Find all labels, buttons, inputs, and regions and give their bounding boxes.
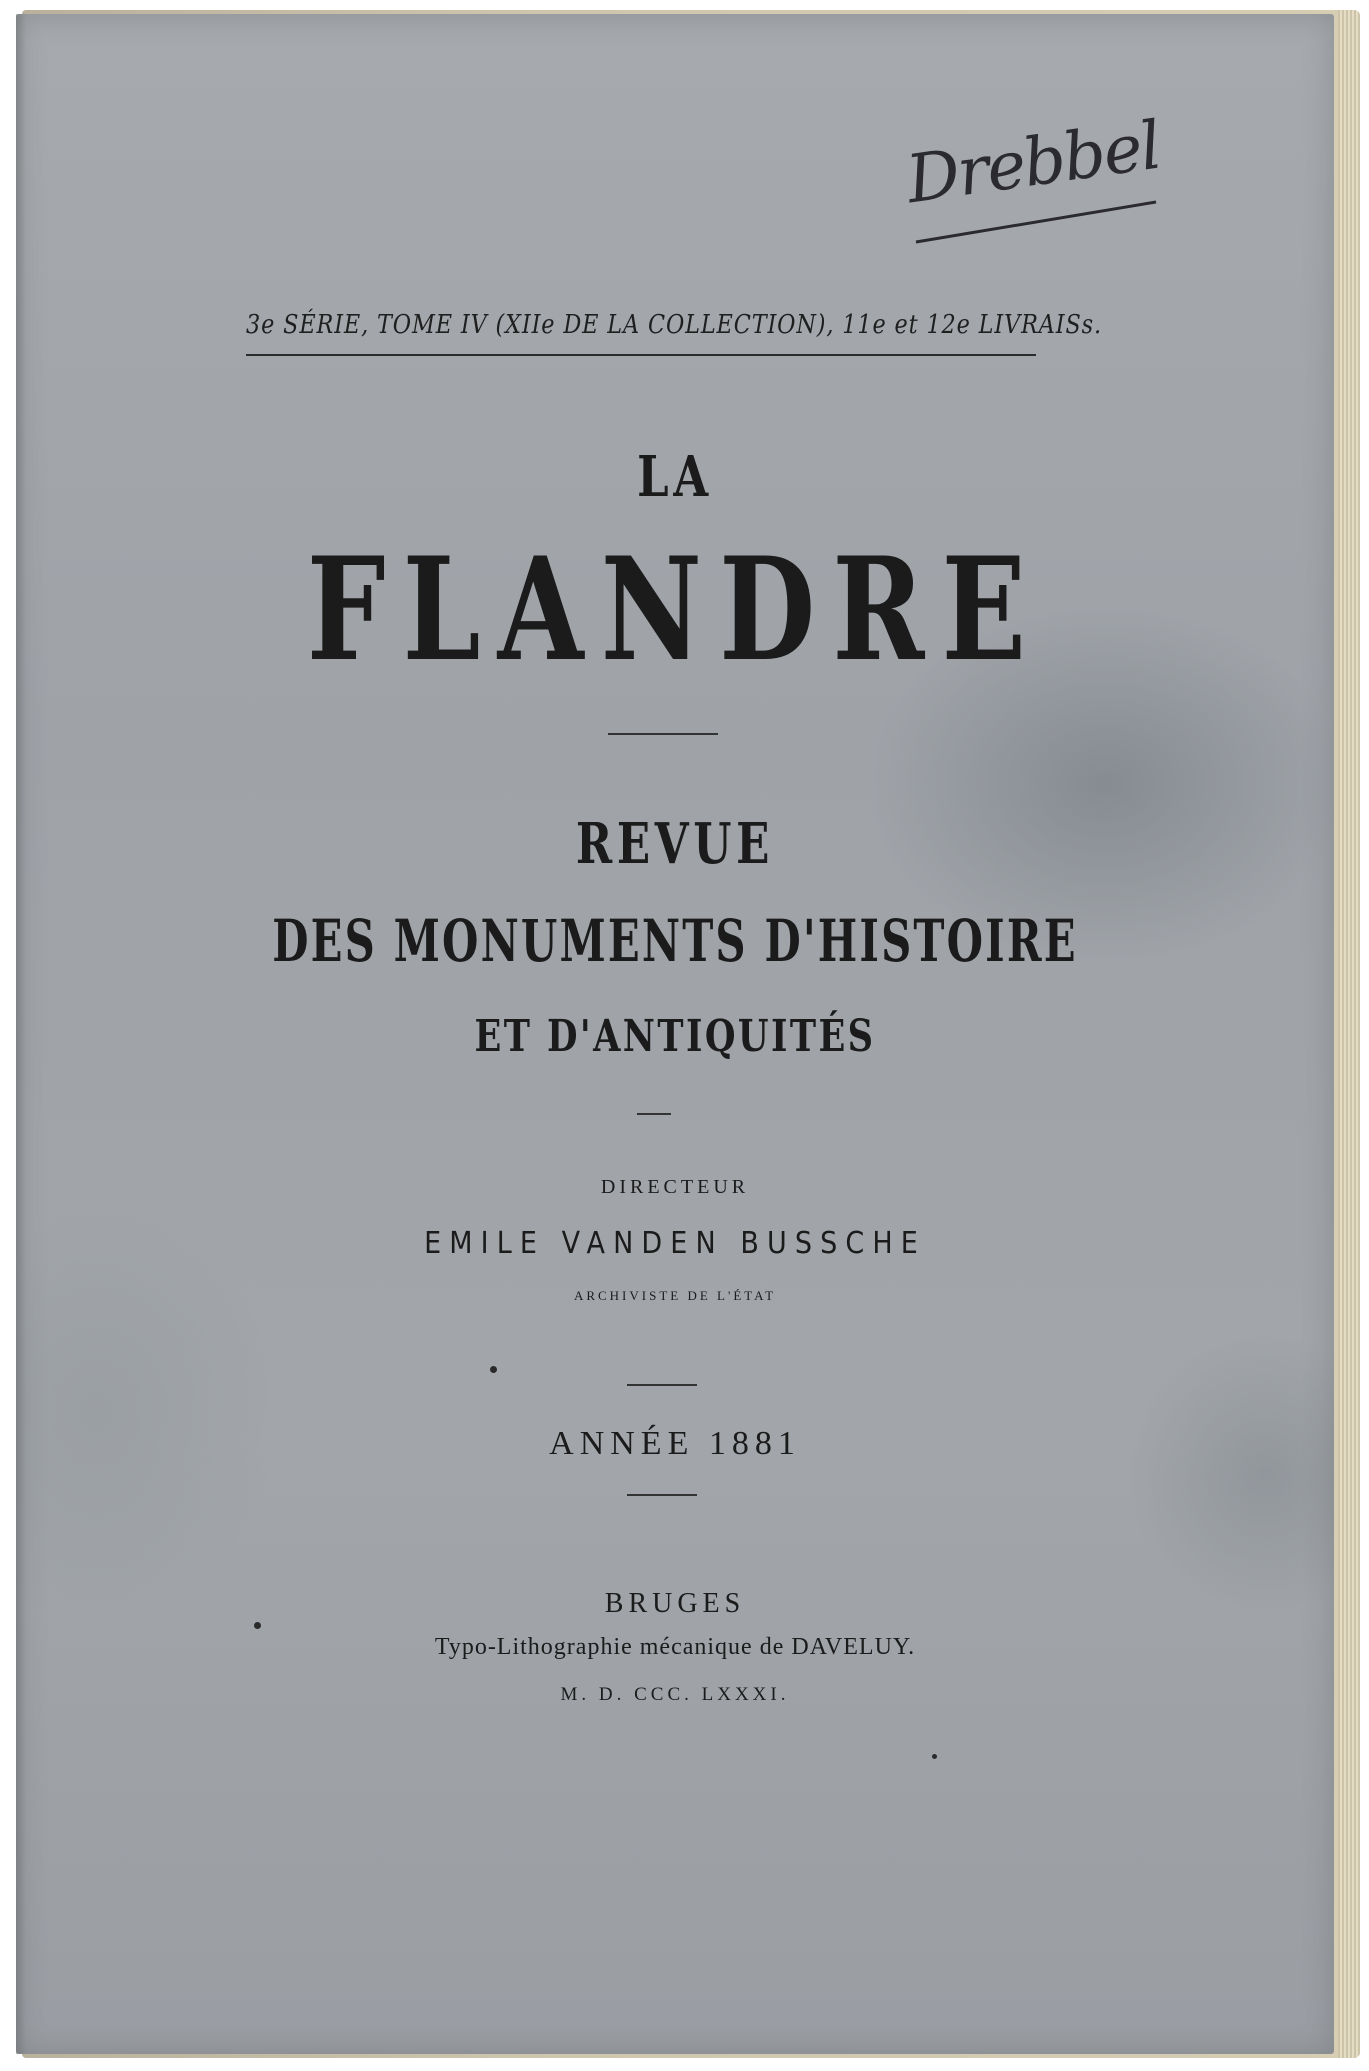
divider-rule (627, 1494, 697, 1496)
handwritten-note: Drebbel (901, 106, 1165, 219)
divider-rule (627, 1384, 697, 1386)
year-line: ANNÉE 1881 (549, 1425, 801, 1462)
handwritten-signature (901, 106, 1186, 254)
ink-speck (490, 1366, 497, 1373)
book-cover (16, 14, 1334, 2054)
ink-speck (932, 1754, 937, 1759)
divider-rule (637, 1113, 671, 1115)
director-title: ARCHIVISTE DE L'ÉTAT (573, 1288, 777, 1303)
series-line: 3e SÉRIE, TOME IV (XIIe DE LA COLLECTION), 11e et 12e LIVRAISs. (246, 310, 1102, 340)
subtitle-line2: DES MONUMENTS D'HISTOIRE (272, 907, 1078, 975)
cover-spine-shadow (16, 14, 26, 2054)
imprint-city: BRUGES (604, 1588, 746, 1619)
director-label: DIRECTEUR (600, 1176, 750, 1198)
director-name: EMILE VANDEN BUSSCHE (424, 1226, 926, 1261)
title-main: FLANDRE (306, 527, 1044, 693)
title-article: LA (637, 444, 713, 510)
subtitle-line1: REVUE (575, 811, 775, 877)
series-rule (246, 354, 1036, 356)
subtitle-line3: ET D'ANTIQUITÉS (474, 1011, 876, 1062)
imprint-year: M. D. CCC. LXXXI. (560, 1684, 790, 1705)
ink-speck (254, 1622, 261, 1629)
divider-rule (608, 733, 718, 735)
imprint-printer: Typo-Lithographie mécanique de DAVELUY. (434, 1634, 916, 1660)
signature-underline (906, 194, 1166, 254)
